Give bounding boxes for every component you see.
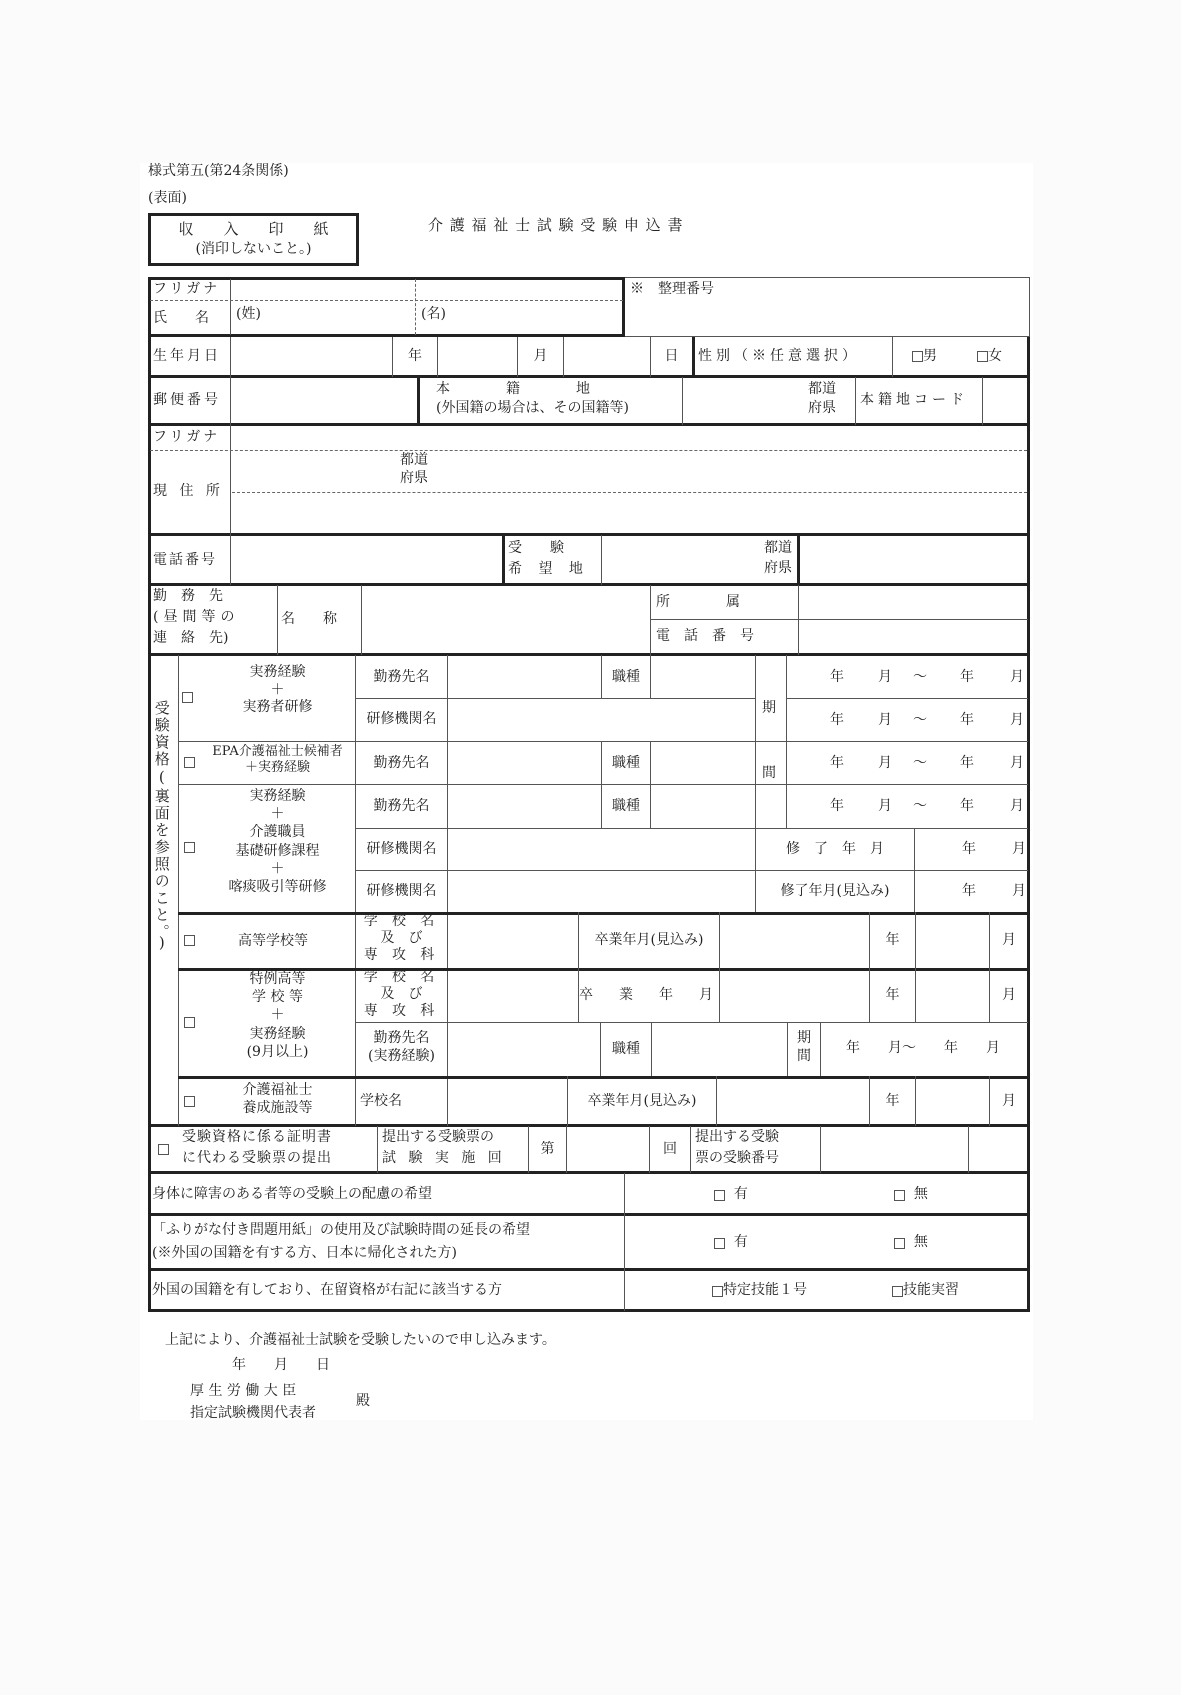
route-1-training-org-field[interactable] — [449, 700, 754, 740]
gender-label: 性別（※任意選択） — [698, 348, 860, 364]
venue-pref-field[interactable] — [603, 537, 795, 583]
route-3-job-type-field[interactable] — [652, 786, 754, 827]
divider — [355, 1022, 1028, 1023]
workplace-exp-label — [356, 1030, 447, 1065]
venue-extra-field[interactable] — [800, 537, 1027, 583]
year-unit: 年 — [885, 931, 900, 948]
ticket-number-extra-field[interactable] — [970, 1128, 1027, 1172]
workplace-label: 勤務先名 — [373, 668, 430, 685]
route-5-line: (9月以上) — [246, 1043, 309, 1060]
round-number-field[interactable] — [568, 1128, 648, 1172]
tilde: ～ — [913, 755, 927, 771]
route-5-checkbox[interactable] — [184, 1017, 195, 1028]
page-title: 介 護 福 祉 士 試 験 受 験 申 込 書 — [428, 216, 684, 234]
address-pref-label-1: 都道 — [400, 452, 428, 468]
last-name-label: (姓) — [236, 306, 261, 322]
route-4-grad-year-field[interactable] — [721, 914, 868, 967]
yes-label: 有 — [733, 1186, 748, 1203]
opt1-label: 特定技能１号 — [723, 1282, 807, 1299]
period-label-2: 間 — [762, 765, 776, 781]
divider — [650, 655, 651, 698]
divider — [624, 1215, 625, 1270]
addressee-1: 厚 生 労 働 大 臣 — [190, 1383, 297, 1399]
period-range-1[interactable] — [788, 657, 1026, 698]
accommodation-no-checkbox[interactable] — [894, 1190, 905, 1201]
side-label: (表面) — [148, 190, 187, 206]
route-5-job-type-field[interactable] — [653, 1024, 786, 1075]
route-6-grad-year-field[interactable] — [718, 1078, 868, 1125]
month-unit: 月 — [1002, 931, 1016, 948]
divider — [277, 585, 278, 655]
accommodation-label: 身体に障害のある者等の受験上の配慮の希望 — [152, 1186, 432, 1203]
residence-opt2-checkbox[interactable] — [892, 1286, 903, 1297]
divider — [786, 655, 787, 828]
route-5-line: 実務経験 — [249, 1025, 306, 1042]
period-line: 期 — [797, 1030, 811, 1046]
route-1-job-type-field[interactable] — [652, 657, 754, 698]
route-3-line: ＋ — [270, 860, 285, 877]
route-5-line: 特例高等 — [249, 971, 306, 987]
school-name-label: 学校名 — [360, 1093, 402, 1110]
route-1-checkbox-cell — [182, 655, 196, 741]
route-4-grad-month-field[interactable] — [917, 914, 989, 967]
postal-label: 郵便番号 — [153, 392, 221, 408]
birth-month-unit: 月 — [533, 348, 548, 365]
birth-month-field[interactable] — [439, 339, 515, 375]
residence-opt2-option[interactable] — [892, 1271, 959, 1311]
female-label: 女 — [988, 348, 1002, 364]
domicile-label: 本 籍 地 — [436, 381, 590, 397]
divider — [820, 1022, 821, 1076]
divider — [437, 337, 438, 377]
divider — [502, 535, 505, 585]
route-1-workplace-field[interactable] — [449, 657, 600, 698]
divider — [915, 912, 916, 968]
job-type-label: 職種 — [612, 798, 640, 815]
divider — [914, 828, 915, 912]
divider — [415, 279, 416, 335]
year-unit: 年 — [830, 669, 844, 685]
divider — [915, 968, 916, 1022]
training-org-label: 研修機関名 — [366, 840, 437, 857]
route-5-line: ＋ — [270, 1007, 285, 1024]
ticket-no-label-1: 提出する受験 — [695, 1129, 779, 1145]
divider — [755, 655, 756, 828]
route-1-line: 実務経験 — [249, 664, 306, 680]
gender-male-option[interactable] — [912, 348, 937, 366]
furigana-paper-no-option[interactable] — [894, 1217, 928, 1269]
route-3-line: ＋ — [270, 806, 285, 823]
addressee-2: 指定試験機関代表者 — [190, 1405, 316, 1421]
accommodation-yes-checkbox[interactable] — [714, 1190, 725, 1201]
period-range-4[interactable] — [788, 786, 1026, 827]
work-name-label: 名 称 — [281, 611, 337, 627]
divider — [230, 337, 231, 377]
ticket-checkbox[interactable] — [158, 1144, 169, 1155]
workplace-label: 勤務先名 — [373, 754, 430, 771]
route-4-school-field[interactable] — [449, 914, 579, 967]
year-unit: 年 — [885, 987, 900, 1004]
route-3-label — [200, 787, 355, 896]
month-unit: 月 — [878, 755, 892, 771]
divider — [650, 741, 651, 784]
work-dept-field[interactable] — [800, 587, 1027, 618]
work-dept-label: 所 属 — [656, 594, 740, 610]
pref-label-1: 都道 — [808, 381, 836, 397]
period-label-1: 期 — [762, 700, 776, 716]
divider — [690, 1126, 691, 1173]
work-tel-label: 電 話 番 号 — [656, 628, 754, 644]
domicile-field[interactable] — [684, 379, 854, 423]
month-unit: 月 — [1002, 1092, 1016, 1109]
tilde: ～ — [913, 669, 927, 685]
divider — [230, 425, 231, 535]
period-label — [788, 1030, 820, 1065]
furigana-paper-label-2: (※外国の国籍を有する方、日本に帰化された方) — [152, 1245, 457, 1261]
job-type-label: 職種 — [612, 668, 640, 685]
year-unit: 年 — [962, 841, 976, 857]
gender-female-option[interactable] — [977, 348, 1002, 366]
job-type-label: 職種 — [612, 1040, 640, 1057]
route-3-checkbox[interactable] — [184, 842, 195, 853]
no-label: 無 — [913, 1234, 928, 1251]
workplace-label: 勤務先名 — [373, 798, 430, 815]
male-checkbox[interactable] — [912, 351, 923, 362]
divider — [692, 337, 695, 377]
job-type-label: 職種 — [612, 754, 640, 771]
year-unit: 年 — [960, 798, 974, 814]
month-unit: 月 — [1012, 841, 1026, 857]
divider — [417, 377, 420, 425]
completion-expected-label: 修了年月(見込み) — [780, 882, 890, 899]
month-unit: 月 — [1010, 798, 1024, 814]
year-unit: 年 — [960, 755, 974, 771]
year-unit: 年 — [830, 712, 844, 728]
divider — [798, 585, 799, 655]
year-unit: 年 — [960, 712, 974, 728]
address-furigana-label: フリガナ — [153, 429, 221, 445]
route-3-workplace-field[interactable] — [449, 786, 600, 827]
furigana-paper-label-1: 「ふりがな付き問題用紙」の使用及び試験時間の延長の希望 — [152, 1222, 530, 1238]
month-unit: 月 — [878, 669, 892, 685]
birth-day-unit: 日 — [664, 348, 679, 365]
divider — [915, 1076, 916, 1126]
first-name-label: (名) — [421, 306, 446, 322]
opt2-label: 技能実習 — [903, 1282, 959, 1299]
ticket-number-field[interactable] — [822, 1128, 967, 1172]
year-unit: 年 — [830, 755, 844, 771]
ticket-label-1: 受験資格に係る証明書 — [182, 1129, 332, 1145]
form-number: 様式第五(第24条関係) — [148, 163, 289, 179]
ticket-label-2: に代わる受験票の提出 — [182, 1150, 332, 1166]
divider — [601, 535, 602, 585]
route-1-line: ＋ — [270, 681, 285, 698]
route-6-checkbox[interactable] — [184, 1096, 195, 1107]
route-3-line: 介護職員 — [249, 824, 306, 841]
month-unit: 月 — [1012, 883, 1026, 899]
office-number-box — [625, 277, 1030, 337]
route-6-school-field[interactable] — [449, 1078, 566, 1125]
divider — [968, 1126, 969, 1173]
month-unit: 月 — [1010, 712, 1024, 728]
divider — [230, 377, 231, 425]
divider — [150, 450, 1027, 451]
route-3-line: 実務経験 — [249, 788, 306, 804]
work-tel-field[interactable] — [800, 621, 1027, 653]
route-6-grad-month-field[interactable] — [917, 1078, 989, 1125]
divider — [719, 912, 720, 968]
tilde: ～ — [913, 798, 927, 814]
route-4-checkbox[interactable] — [184, 935, 195, 946]
domicile-code-label: 本籍地コード — [860, 392, 968, 408]
first-name-field[interactable] — [417, 302, 622, 334]
school-line: 専 攻 科 — [363, 946, 440, 963]
workplace-exp-line: (実務経験) — [368, 1047, 435, 1064]
residence-label: 外国の国籍を有しており、在留資格が右記に該当する方 — [152, 1282, 502, 1299]
name-label: 氏 名 — [153, 310, 209, 326]
divider — [682, 377, 683, 425]
round-label-1: 提出する受験票の — [382, 1129, 494, 1145]
route-6-label — [200, 1082, 355, 1117]
route-2-checkbox[interactable] — [184, 757, 195, 768]
route-5-label — [200, 970, 355, 1061]
accommodation-no-option[interactable] — [894, 1175, 928, 1215]
yes-label: 有 — [733, 1234, 748, 1251]
route-5-grad-month-field[interactable] — [917, 970, 989, 1022]
work-label-3: 連 絡 先) — [153, 630, 229, 646]
divider — [447, 655, 448, 1126]
route-1-line: 実務者研修 — [242, 699, 313, 715]
divider — [230, 535, 231, 585]
route-5-grad-year-field[interactable] — [721, 970, 868, 1022]
route-1-checkbox[interactable] — [182, 692, 193, 703]
route-3-line: 基礎研修課程 — [235, 842, 320, 859]
revenue-stamp-box[interactable] — [148, 213, 359, 266]
divider — [650, 585, 651, 655]
route-5-workplace-field[interactable] — [449, 1024, 599, 1075]
office-number-label: ※ 整理番号 — [630, 281, 714, 297]
period-range-text: 年 月～ 年 月 — [846, 1040, 1000, 1056]
month-unit: 月 — [1010, 755, 1024, 771]
kai-label: 回 — [663, 1141, 677, 1158]
birth-label: 生年月日 — [153, 348, 221, 364]
completion-label: 修 了 年 月 — [786, 840, 884, 857]
postal-code-field[interactable] — [232, 379, 415, 423]
grad-label: 卒 業 年 月 — [579, 987, 719, 1004]
route-3-training-org-1-field[interactable] — [449, 830, 754, 869]
dai-label: 第 — [540, 1141, 555, 1158]
last-name-furigana-field[interactable] — [232, 281, 414, 299]
stamp-title: 収 入 印 紙 — [178, 220, 329, 238]
training-org-label: 研修機関名 — [366, 882, 437, 899]
address-field[interactable] — [232, 494, 1027, 533]
pref-label-2: 府県 — [808, 400, 836, 416]
year-unit: 年 — [885, 1092, 900, 1109]
year-unit: 年 — [962, 883, 976, 899]
divider — [178, 784, 1028, 785]
divider — [361, 585, 362, 655]
grad-expected-label: 卒業年月(見込み) — [587, 1092, 697, 1109]
period-range-2[interactable] — [788, 700, 1026, 741]
divider — [377, 1126, 378, 1173]
residence-opt1-checkbox[interactable] — [712, 1286, 723, 1297]
divider — [982, 377, 983, 425]
birth-day-field[interactable] — [565, 339, 649, 375]
completion-date-field[interactable] — [916, 829, 1027, 870]
school-line: 及 び — [380, 929, 423, 946]
divider — [624, 1173, 625, 1215]
furigana-label: フリガナ — [153, 281, 221, 297]
year-unit: 年 — [960, 669, 974, 685]
divider — [232, 492, 1027, 493]
divider — [566, 1126, 567, 1173]
phone-field[interactable] — [232, 537, 500, 583]
birth-year-unit: 年 — [408, 348, 422, 365]
month-unit: 月 — [1010, 669, 1024, 685]
school-label — [356, 969, 447, 1019]
route-6-line: 養成施設等 — [242, 1099, 313, 1116]
birth-year-field[interactable] — [232, 339, 390, 375]
address-pref-field[interactable] — [232, 452, 1027, 492]
divider — [150, 300, 623, 301]
address-label: 現 住 所 — [153, 483, 224, 499]
work-label-2: (昼間等の — [153, 609, 240, 625]
divider — [650, 619, 1028, 620]
period-line: 間 — [797, 1047, 811, 1064]
month-unit: 月 — [878, 712, 892, 728]
divider — [650, 784, 651, 828]
divider — [563, 337, 564, 377]
venue-label-1: 受 験 — [508, 540, 564, 556]
year-unit: 年 — [830, 798, 844, 814]
school-line: 学 校 名 — [363, 969, 440, 985]
route-4-label: 高等学校等 — [238, 933, 308, 949]
workplace-exp-line: 勤務先名 — [373, 1030, 430, 1046]
honorific: 殿 — [356, 1393, 370, 1409]
training-org-label: 研修機関名 — [366, 711, 437, 728]
no-label: 無 — [913, 1186, 928, 1203]
round-label-2: 試 験 実 施 回 — [382, 1150, 506, 1166]
furigana-paper-no-checkbox[interactable] — [894, 1238, 905, 1249]
route-5-line: 学 校 等 — [252, 989, 303, 1006]
route-2-job-type-field[interactable] — [652, 743, 754, 784]
address-pref-label-2: 府県 — [400, 470, 428, 486]
school-line: 及 び — [380, 985, 423, 1002]
tilde: ～ — [913, 712, 927, 728]
address-furigana-field[interactable] — [232, 428, 1027, 449]
work-name-field[interactable] — [363, 587, 649, 653]
period-range-3[interactable] — [788, 743, 1026, 784]
divider — [230, 279, 231, 335]
route-3-training-org-2-field[interactable] — [449, 872, 754, 911]
last-name-field[interactable] — [232, 302, 414, 334]
divider — [716, 1076, 717, 1126]
school-line: 学 校 名 — [363, 913, 440, 929]
route-5-period-field[interactable] — [822, 1024, 1027, 1075]
route-2-line: ＋実務経験 — [244, 760, 310, 776]
furigana-paper-yes-checkbox[interactable] — [714, 1238, 725, 1249]
male-label: 男 — [923, 348, 937, 364]
ticket-no-label-2: 票の受験番号 — [695, 1150, 779, 1166]
domicile-code-field[interactable] — [984, 379, 1027, 423]
school-label — [356, 913, 447, 963]
grad-expected-label: 卒業年月(見込み) — [594, 931, 704, 948]
divider — [719, 968, 720, 1022]
divider — [178, 741, 1028, 742]
route-2-workplace-field[interactable] — [449, 743, 600, 784]
accommodation-yes-option[interactable] — [714, 1175, 748, 1215]
divider — [786, 698, 1028, 699]
route-2-line: EPA介護福祉士候補者 — [212, 744, 343, 759]
divider — [178, 655, 179, 1126]
route-2-label — [200, 744, 355, 777]
first-name-furigana-field[interactable] — [417, 281, 622, 299]
date-line: 年 月 日 — [232, 1357, 330, 1373]
stamp-note: (消印しないこと。) — [195, 241, 312, 257]
divider — [447, 828, 755, 829]
divider — [855, 377, 856, 425]
phone-label: 電話番号 — [153, 552, 217, 568]
domicile-note: (外国籍の場合は、その国籍等) — [436, 400, 629, 416]
furigana-paper-yes-option[interactable] — [714, 1217, 748, 1269]
work-label-1: 勤 務 先 — [153, 588, 223, 604]
divider — [651, 1022, 652, 1076]
route-3-line: 喀痰吸引等研修 — [228, 878, 327, 895]
month-unit: 月 — [878, 798, 892, 814]
divider — [820, 1126, 821, 1173]
month-unit: 月 — [1002, 987, 1016, 1004]
school-line: 専 攻 科 — [363, 1002, 440, 1019]
female-checkbox[interactable] — [977, 351, 988, 362]
venue-pref-label-1: 都道 — [764, 540, 792, 556]
divider — [892, 337, 893, 377]
venue-label-2: 希 望 地 — [508, 561, 589, 577]
residence-opt1-option[interactable] — [712, 1271, 807, 1311]
qualification-side-label: 受験資格(裏面を参照のこと。) — [152, 700, 171, 954]
completion-expected-date-field[interactable] — [916, 871, 1027, 912]
venue-pref-label-2: 府県 — [764, 560, 792, 576]
route-6-line: 介護福祉士 — [242, 1082, 313, 1098]
statement: 上記により、介護福祉士試験を受験したいので申し込みます。 — [165, 1332, 556, 1348]
route-5-school-field[interactable] — [449, 970, 579, 1022]
divider — [624, 1270, 625, 1311]
route-1-label — [200, 664, 355, 717]
